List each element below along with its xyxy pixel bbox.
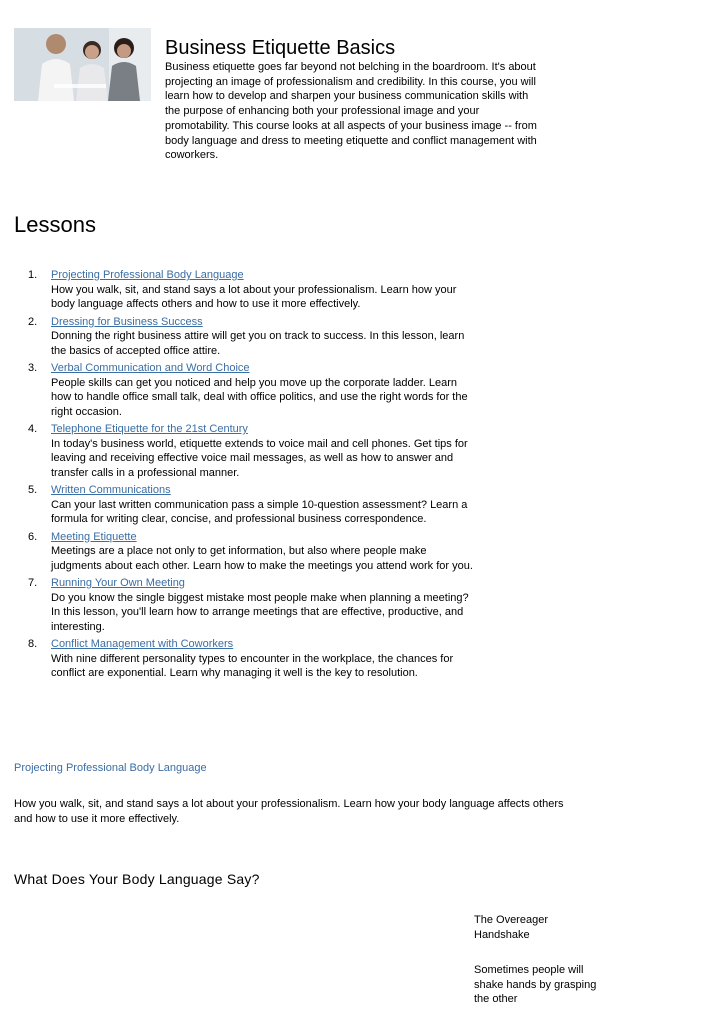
- course-title: Business Etiquette Basics: [165, 37, 396, 59]
- lesson-description: Donning the right business attire will get you on track to success. In this lesson, learn the basics of accepted office attire.: [51, 330, 465, 357]
- course-hero-image: [14, 28, 151, 101]
- lesson-link-conflict-management[interactable]: Conflict Management with Coworkers: [51, 638, 234, 650]
- lesson-number: 4.: [28, 423, 38, 435]
- lesson-number: 7.: [28, 577, 38, 589]
- lesson-list: [14, 268, 474, 684]
- section-link-body-language[interactable]: Projecting Professional Body Language: [14, 762, 207, 774]
- lesson-item: [14, 268, 474, 312]
- lesson-link-written-communications[interactable]: Written Communications: [51, 484, 171, 496]
- section-description: How you walk, sit, and stand says a lot about your professionalism. Learn how your body language affects others and how to use it more effectively.: [14, 798, 564, 825]
- lesson-item: [14, 530, 474, 574]
- lesson-description: Can your last written communication pass a simple 10-question assessment? Learn a formula for writing clear, concise, and professional business correspondence.: [51, 498, 468, 525]
- lesson-number: 6.: [28, 530, 38, 543]
- lesson-item: [14, 315, 474, 359]
- lesson-item: [14, 361, 474, 419]
- lesson-link-dressing[interactable]: Dressing for Business Success: [51, 315, 203, 328]
- course-description: Business etiquette goes far beyond not belching in the boardroom. It's about projecting an image of professionalism and credibility. In this course, you will learn how to develop and sharpen your business communication skills with the purpose of enhancing both your professional image and your promotability. This course looks at all aspects of your business image -- from body language and dress to meeting etiquette and conflict management with coworkers.: [165, 61, 537, 162]
- lesson-description: With nine different personality types to encounter in the workplace, the chances for conflict are exponential. Learn why managing it well is the key to resolution.: [51, 652, 454, 679]
- lesson-number: 8.: [28, 638, 38, 650]
- sidebar-text: Sometimes people will shake hands by grasping the other: [474, 964, 597, 1005]
- section-heading: What Does Your Body Language Say?: [14, 871, 260, 887]
- lesson-link-body-language[interactable]: Projecting Professional Body Language: [51, 269, 244, 281]
- lesson-number: 2.: [28, 315, 38, 328]
- lesson-description: In today's business world, etiquette extends to voice mail and cell phones. Get tips for leaving and receiving effective voice mail messages, as well as how to answer and transfer calls in a professional manner.: [51, 437, 468, 479]
- lesson-number: 5.: [28, 484, 38, 496]
- lesson-description: Meetings are a place not only to get information, but also where people make judgments about each other. Learn how to make the meetings you attend work for you.: [51, 545, 473, 572]
- lesson-description: How you walk, sit, and stand says a lot about your professionalism. Learn how your body language affects others and how to use it more effectively.: [51, 283, 457, 310]
- lesson-link-telephone-etiquette[interactable]: Telephone Etiquette for the 21st Century: [51, 423, 248, 435]
- lesson-link-running-meeting[interactable]: Running Your Own Meeting: [51, 577, 185, 589]
- lesson-number: 1.: [28, 269, 38, 281]
- lesson-description: Do you know the single biggest mistake most people make when planning a meeting? In this lesson, you'll learn how to arrange meetings that are effective, productive, and interesting.: [51, 591, 469, 633]
- lesson-item: [14, 483, 474, 527]
- lesson-description: People skills can get you noticed and help you move up the corporate ladder. Learn how to handle office small talk, deal with office politics, and use the right words for the right occasion.: [51, 376, 468, 418]
- lesson-number: 3.: [28, 362, 38, 374]
- sidebar-title: The Overeager Handshake: [474, 914, 548, 941]
- lesson-link-verbal-communication[interactable]: Verbal Communication and Word Choice: [51, 362, 250, 374]
- lessons-heading: Lessons: [14, 212, 96, 237]
- lesson-item: [14, 422, 474, 480]
- lesson-item: [14, 637, 474, 681]
- lesson-link-meeting-etiquette[interactable]: Meeting Etiquette: [51, 530, 137, 543]
- lesson-item: [14, 576, 474, 634]
